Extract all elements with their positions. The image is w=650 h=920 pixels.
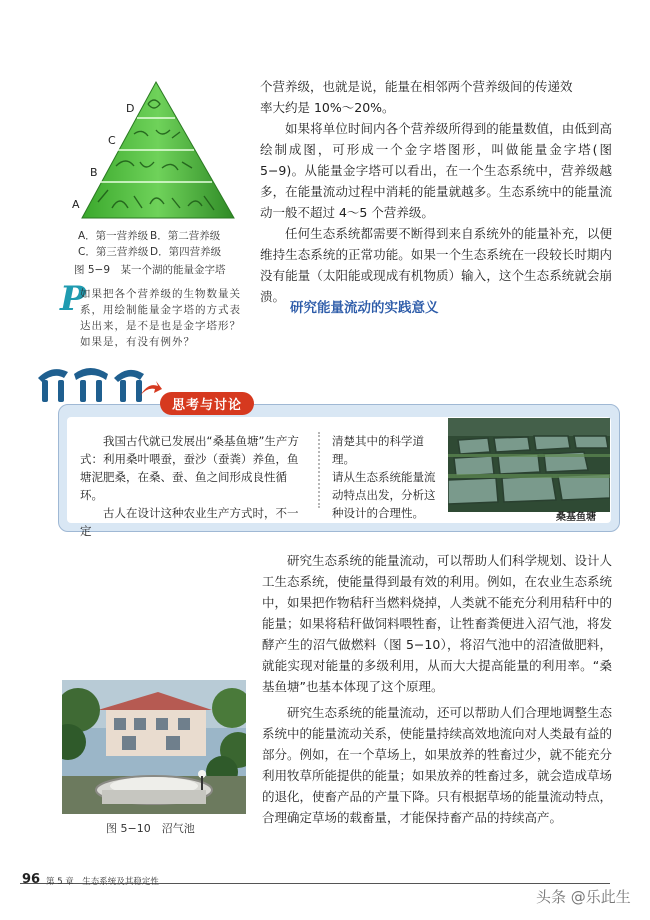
mulberry-fishpond-photo	[448, 418, 610, 512]
discussion-left-text	[80, 432, 306, 540]
pyramid-illustration	[68, 78, 238, 228]
legend-item: C．第三营养级	[78, 246, 149, 258]
divider	[318, 432, 320, 508]
text-line: 个营养级，也就是说，能量在相邻两个营养级间的传递效	[260, 79, 573, 94]
photo-label: 桑基鱼塘	[556, 512, 596, 523]
note-text: 如果把各个营养级的生物数量关系，用绘制能量金字塔的方式表达出来，是不是也是金字塔形？如果是，有没有例外？	[80, 288, 241, 348]
legend-item: A．第一营养级	[78, 230, 149, 242]
legend-item: B．第二营养级	[150, 230, 221, 242]
paragraph: 古人在设计这种农业生产方式时，不一定	[80, 506, 299, 538]
main-paragraphs	[262, 550, 612, 697]
energy-pyramid-figure	[68, 78, 238, 228]
paragraph: 我国古代就已发展出“桑基鱼塘”生产方式：利用桑叶喂蚕，蚕沙（蚕粪）养鱼，鱼塘泥肥桑，在桑、蚕、鱼之间形成良性循环。	[80, 434, 299, 502]
watermark: 头条 @乐此生	[536, 888, 631, 906]
discussion-right-text	[332, 432, 442, 522]
note-initial: P	[60, 279, 86, 319]
legend-item: D．第四营养级	[150, 246, 222, 258]
side-note	[60, 279, 242, 354]
section-heading: 研究能量流动的实践意义	[290, 300, 439, 316]
top-paragraphs	[260, 76, 612, 307]
pyramid-level-label: B	[90, 166, 98, 179]
pyramid-caption: 图 5−9 某一个湖的能量金字塔	[74, 264, 226, 276]
paragraph: 请从生态系统能量流动特点出发，分析这种设计的合理性。	[332, 470, 436, 520]
text-line: 率大约是 10%～20%。	[260, 100, 395, 115]
paragraph: 任何生态系统都需要不断得到来自系统外的能量补充，以便维持生态系统的正常功能。如果一个生态系统在一段较长时期内没有能量（太阳能或现成有机物质）输入，这个生态系统就会崩溃。	[260, 226, 612, 304]
biogas-caption: 图 5−10 沼气池	[106, 822, 195, 835]
biogas-photo	[62, 680, 246, 814]
discussion-icon	[36, 362, 148, 406]
discussion-people-icon	[36, 362, 148, 406]
paragraph: 清楚其中的科学道理。	[332, 434, 424, 466]
paragraph: 研究生态系统的能量流动，还可以帮助人们合理地调整生态系统中的能量流动关系，使能量持续高效地流向对人类最有益的部分。例如，在一个草场上，如果放养的牲畜过少，就不能充分利用牧草所能提供的能量；如果放养的牲畜过多，就会造成草场的退化，使畜产品的产量下降。只有根据草场的能量流动特点，合理确定草场的载畜量，才能保持畜产品的持续高产。	[262, 705, 613, 825]
main-paragraphs-2	[262, 702, 612, 828]
discussion-tab: 思考与讨论	[160, 392, 254, 415]
pyramid-legend	[78, 228, 248, 260]
chapter-title: 第 5 章 生态系统及其稳定性	[46, 877, 159, 887]
paragraph: 如果将单位时间内各个营养级所得到的能量数值，由低到高绘制成图，可形成一个金字塔图形，叫做能量金字塔(图 5−9)。从能量金字塔可以看出，在一个生态系统中，营养级越多，在能量流动过程中消耗的能量就越多。生态系统中的能量流动一般不超过 4～5 个营养级。	[260, 121, 612, 220]
pyramid-level-label: A	[72, 198, 80, 211]
pyramid-level-label: C	[108, 134, 116, 147]
discussion-arrow-icon	[138, 380, 162, 402]
page-number: 96	[22, 872, 41, 887]
pyramid-level-label: D	[126, 102, 135, 115]
paragraph: 研究生态系统的能量流动，可以帮助人们科学规划、设计人工生态系统，使能量得到最有效的利用。例如，在农业生态系统中，如果把作物秸秆当燃料烧掉，人类就不能充分利用秸秆中的能量；如果将秸秆做饲料喂牲畜，让牲畜粪便进入沼气池，将发酵产生的沼气做燃料（图 5−10），将沼气池中的沼渣做肥料，就能实现对能量的多级利用，从而大大提高能量的利用率。“桑基鱼塘”也基本体现了这个原理。	[262, 553, 613, 694]
